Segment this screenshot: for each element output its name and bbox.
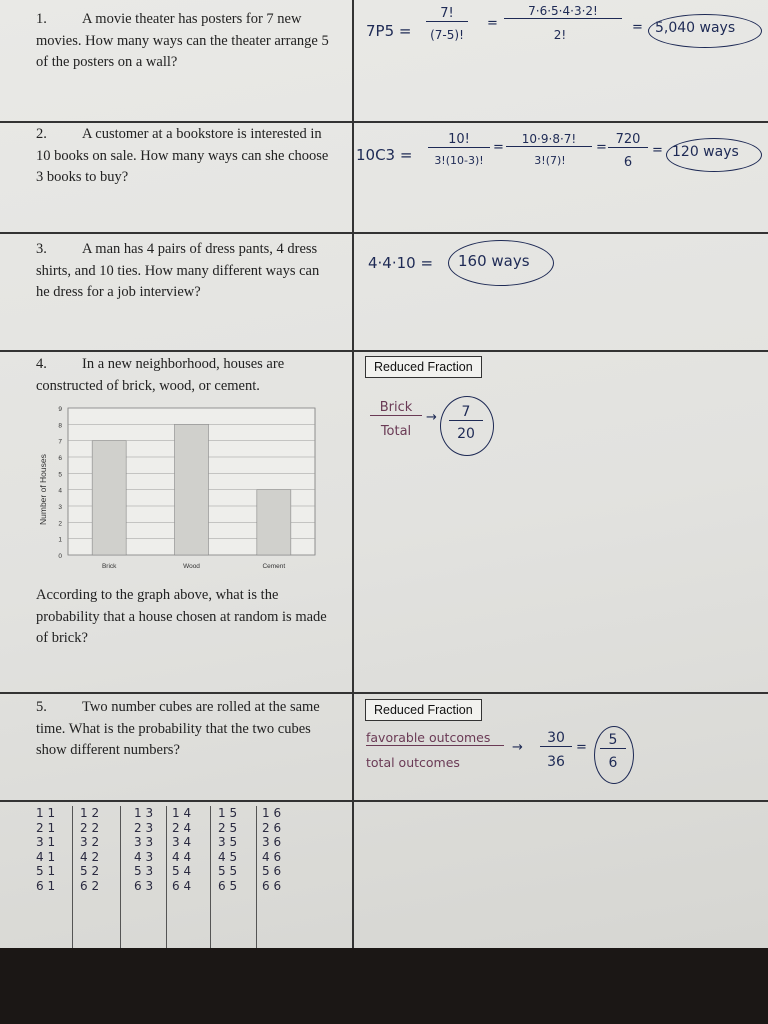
y-tick-label: 8 xyxy=(58,422,62,430)
y-tick-label: 5 xyxy=(58,471,62,479)
dice-outcome: 5 1 xyxy=(36,864,56,878)
row-divider-3 xyxy=(0,350,768,352)
reduced-fraction-box-5: Reduced Fraction xyxy=(365,699,482,721)
dice-outcome: 2 2 xyxy=(80,820,100,835)
dice-outcome: 1 6 xyxy=(262,806,282,820)
x-tick-label: Wood xyxy=(183,563,200,570)
answer-1-equals: = xyxy=(487,16,498,31)
y-tick-label: 7 xyxy=(58,438,62,446)
answer-2-frac2-den: 3!(7)! xyxy=(534,154,566,167)
dice-outcome: 4 4 xyxy=(172,849,192,864)
answer-2-frac3-num: 720 xyxy=(608,132,648,148)
answer-4-result-den: 20 xyxy=(457,426,475,442)
problem-number: 2. xyxy=(36,126,47,142)
dice-outcome: 6 3 xyxy=(134,878,154,893)
answer-5-favorable-label: favorable outcomes xyxy=(366,730,504,746)
dice-outcome: 2 5 xyxy=(218,820,238,835)
dice-outcome: 1 1 xyxy=(36,806,56,820)
dice-outcome: 3 2 xyxy=(80,835,100,849)
answer-2-frac2-num: 10·9·8·7! xyxy=(506,132,592,147)
answer-5-mid-num: 30 xyxy=(540,730,572,747)
bar-cement xyxy=(257,490,291,555)
dice-column-line xyxy=(72,806,73,948)
dice-outcome: 1 5 xyxy=(218,806,238,820)
row-divider-4 xyxy=(0,692,768,694)
houses-bar-chart xyxy=(30,400,320,575)
answer-1-frac2-num: 7·6·5·4·3·2! xyxy=(504,4,622,19)
answer-4-arrow: → xyxy=(426,410,437,425)
dice-outcome: 2 4 xyxy=(172,820,192,835)
problem-4 xyxy=(36,354,332,397)
answer-4-total-label: Total xyxy=(380,424,412,439)
dice-outcome: 2 1 xyxy=(36,820,56,835)
y-tick-label: 4 xyxy=(58,487,62,495)
bar-wood xyxy=(175,424,209,555)
dice-outcome: 1 2 xyxy=(80,806,100,820)
dice-outcome: 3 4 xyxy=(172,835,192,849)
answer-4-result-num: 7 xyxy=(449,404,483,421)
dice-outcome: 4 3 xyxy=(134,849,154,864)
y-tick-label: 3 xyxy=(58,504,62,511)
row-divider-1 xyxy=(0,121,768,123)
dice-outcome: 4 6 xyxy=(262,849,282,864)
answer-1-permutation: 7P5 = xyxy=(366,22,412,40)
x-tick-label: Cement xyxy=(262,563,286,570)
y-tick-label: 9 xyxy=(58,406,62,413)
answer-2-frac1-num: 10! xyxy=(428,132,490,148)
answer-1-frac2-den: 2! xyxy=(553,28,567,42)
problem-text: A man has 4 pairs of dress pants, 4 dress shirts, and 10 ties. How many different ways can he dress for a job interview? xyxy=(36,241,320,300)
dice-outcome: 5 4 xyxy=(172,864,192,878)
dice-column-line xyxy=(210,806,211,948)
dice-outcome: 6 4 xyxy=(172,878,192,893)
row-divider-2 xyxy=(0,232,768,234)
answer-2-equals: = xyxy=(652,143,663,158)
chart-plot-area xyxy=(58,406,315,570)
answer-5-equals: = xyxy=(576,740,587,755)
problem-text: Two number cubes are rolled at the same time. What is the probability that the two cubes show different numbers? xyxy=(36,699,320,758)
answer-4-brick-label: Brick xyxy=(370,400,422,416)
y-axis-label: Number of Houses xyxy=(38,454,48,525)
answer-2-combination: 10C3 = xyxy=(356,146,413,164)
problem-4-question xyxy=(36,585,332,650)
answer-2-equals: = xyxy=(596,140,607,155)
dice-outcome: 3 3 xyxy=(134,835,154,849)
dice-outcome: 4 1 xyxy=(36,849,56,864)
answer-1-frac1-den: (7-5)! xyxy=(430,28,464,42)
dice-outcome: 5 2 xyxy=(80,864,100,878)
dice-outcome: 6 2 xyxy=(80,878,100,893)
dice-outcome: 5 3 xyxy=(134,864,154,878)
dice-outcome: 3 6 xyxy=(262,835,282,849)
dice-outcome: 4 2 xyxy=(80,849,100,864)
row-divider-5 xyxy=(0,800,768,802)
dice-outcome: 6 1 xyxy=(36,878,56,893)
dice-column-line xyxy=(166,806,167,948)
bar-brick xyxy=(92,441,126,555)
problem-number: 1. xyxy=(36,11,47,27)
problem-number: 3. xyxy=(36,241,47,257)
dice-outcome: 5 5 xyxy=(218,864,238,878)
reduced-fraction-box-4: Reduced Fraction xyxy=(365,356,482,378)
problem-text: A customer at a bookstore is interested in 10 books on sale. How many ways can she choose 3 books to buy? xyxy=(36,126,329,185)
problem-text: According to the graph above, what is the probability that a house chosen at random is made of brick? xyxy=(36,587,327,646)
answer-3-result: 160 ways xyxy=(458,252,530,270)
dice-column-line xyxy=(256,806,257,948)
problem-3 xyxy=(36,239,332,304)
dice-outcome: 2 3 xyxy=(134,820,154,835)
dice-outcome: 5 6 xyxy=(262,864,282,878)
column-divider xyxy=(352,0,354,948)
dice-outcome: 1 4 xyxy=(172,806,192,820)
answer-1-equals: = xyxy=(632,20,643,35)
answer-2-frac1-den: 3!(10-3)! xyxy=(434,154,484,167)
answer-5-arrow: → xyxy=(512,740,523,755)
answer-3-expression: 4·4·10 = xyxy=(368,254,434,272)
answer-5-mid-den: 36 xyxy=(547,754,565,770)
problem-number: 4. xyxy=(36,356,47,372)
y-tick-label: 6 xyxy=(58,455,62,462)
problem-5 xyxy=(36,697,332,762)
answer-5-result-den: 6 xyxy=(608,755,618,771)
dice-outcome: 6 5 xyxy=(218,878,238,893)
answer-5-total-label: total outcomes xyxy=(366,755,460,770)
answer-2-equals: = xyxy=(493,140,504,155)
x-tick-label: Brick xyxy=(101,563,117,570)
problem-number: 5. xyxy=(36,699,47,715)
dice-outcome: 1 3 xyxy=(134,806,154,820)
problem-text: In a new neighborhood, houses are constructed of brick, wood, or cement. xyxy=(36,356,285,394)
dice-outcome: 4 5 xyxy=(218,849,238,864)
dice-outcome: 3 1 xyxy=(36,835,56,849)
background-surface xyxy=(0,948,768,1024)
problem-text: A movie theater has posters for 7 new movies. How many ways can the theater arrange 5 of the posters on a wall? xyxy=(36,11,329,70)
answer-1-result: 5,040 ways xyxy=(655,20,736,36)
answer-2-frac3-den: 6 xyxy=(623,155,633,170)
y-tick-label: 0 xyxy=(58,553,62,560)
dice-outcome: 6 6 xyxy=(262,878,282,893)
dice-outcome: 2 6 xyxy=(262,820,282,835)
problem-1 xyxy=(36,9,332,74)
dice-outcome: 3 5 xyxy=(218,835,238,849)
problem-2 xyxy=(36,124,332,189)
y-tick-label: 1 xyxy=(58,536,62,544)
answer-5-result-num: 5 xyxy=(600,732,626,749)
dice-column-line xyxy=(120,806,121,948)
y-tick-label: 2 xyxy=(58,520,62,528)
answer-1-frac1-num: 7! xyxy=(426,6,468,22)
answer-2-result: 120 ways xyxy=(672,144,739,160)
